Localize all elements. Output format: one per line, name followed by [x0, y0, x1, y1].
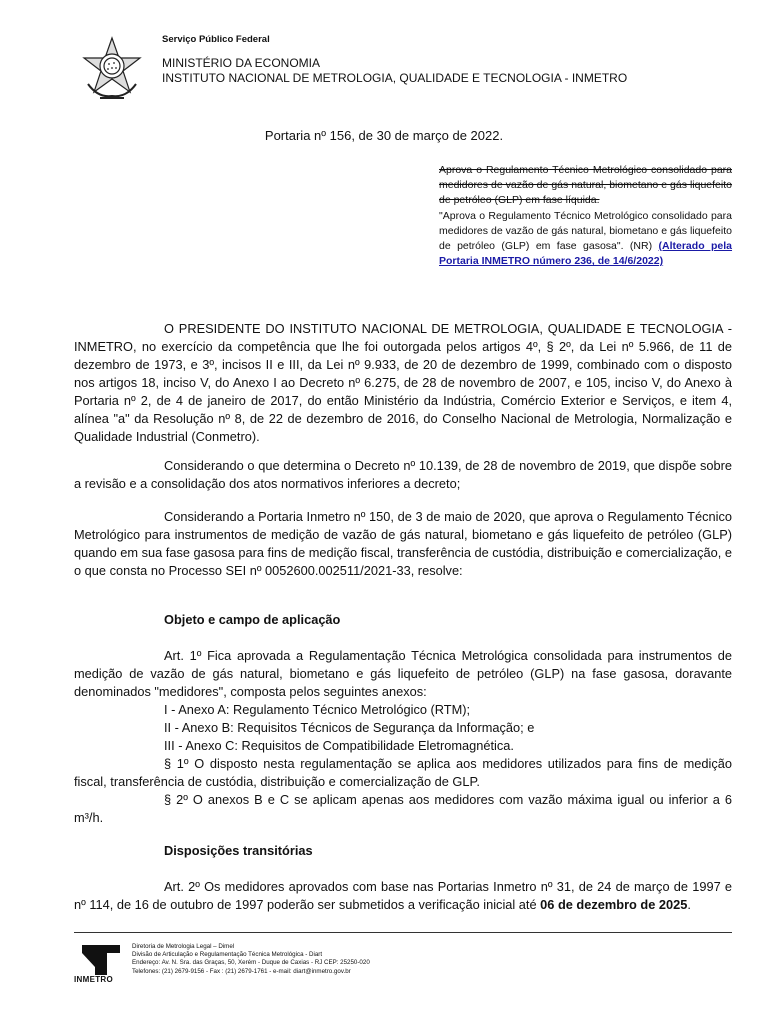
preamble-paragraph: O PRESIDENTE DO INSTITUTO NACIONAL DE METROLOGIA, QUALIDADE E TECNOLOGIA - INMETRO, no exercício da competência que lhe foi outorgada pelos artigos 4º, § 2º, da Lei nº 5.966, de 11 de dezembro de 1973, e 3º, incisos II e III, da Lei nº 9.933, de 20 de dezembro de 1999, combinado com o disposto nos artigos 18, inciso V, do Anexo I ao Decreto nº 6.275, de 28 de novembro de 2007, e 105, inciso V, do Anexo à Portaria nº 2, de 4 de janeiro de 2017, do então Ministério da Indústria, Comércio Exterior e Serviços, e item 4, alínea "a" da Resolução nº 8, de 22 de dezembro de 2016, do Conselho Nacional de Metrologia, Normalização e Qualidade Industrial (Conmetro).	[74, 321, 732, 444]
ministry-name: MINISTÉRIO DA ECONOMIA	[162, 56, 321, 70]
article-2-body: Art. 2º Os medidores aprovados com base nas Portarias Inmetro nº 31, de 24 de março de 1997 e nº 114, de 16 de outubro de 1997 poderão ser submetidos a verificação inicial até	[74, 879, 732, 912]
institute-name: INSTITUTO NACIONAL DE METROLOGIA, QUALIDADE E TECNOLOGIA - INMETRO	[162, 71, 628, 85]
article-2-end: .	[687, 897, 691, 912]
annex-b-item: II - Anexo B: Requisitos Técnicos de Segurança da Informação; e	[164, 720, 535, 735]
footer-divider	[74, 932, 732, 933]
footer-line-1: Diretoria de Metrologia Legal – Dimel	[132, 943, 235, 950]
considering-paragraph-1: Considerando o que determina o Decreto nº 10.139, de 28 de novembro de 2019, que dispõe sobre a revisão e a consolidação dos atos normativos inferiores a decreto;	[74, 458, 732, 491]
ementa-box	[439, 163, 732, 269]
amendment-link[interactable]: (Alterado pela Portaria INMETRO número 236, de 14/6/2022)	[439, 240, 733, 268]
article-2-deadline: 06 de dezembro de 2025	[540, 897, 688, 912]
page-title: Portaria nº 156, de 30 de março de 2022.	[264, 128, 504, 143]
ementa-old-text: Aprova o Regulamento Técnico Metrológico consolidado para medidores de vazão de gás natural, biometano e gás liquefeito de petróleo (GLP) em fase líquida.	[439, 164, 732, 207]
footer-line-2: Divisão de Articulação e Regulamentação Técnica Metrológica - Diart	[132, 951, 323, 959]
article-1-block	[74, 647, 732, 827]
article-1-text: Art. 1º Fica aprovada a Regulamentação Técnica Metrológica consolidada para instrumentos de medição de vazão de gás natural, biometano e gás liquefeito de petróleo (GLP) na fase gasosa, doravante denominados "medidores", composta pelos seguintes anexos:	[74, 648, 732, 699]
footer-contact	[132, 943, 370, 976]
paragraph-1-text: § 1º O disposto nesta regulamentação se aplica aos medidores utilizados para fins de medição fiscal, transferência de custódia, distribuição e comercialização de GLP.	[74, 756, 732, 789]
paragraph-2-text: § 2º O anexos B e C se aplicam apenas aos medidores com vazão máxima igual ou inferior a 6 m³/h.	[74, 792, 732, 825]
service-label: Serviço Público Federal	[162, 34, 270, 45]
inmetro-logo-text: INMETRO	[74, 975, 113, 984]
section-heading-transitional: Disposições transitórias	[164, 843, 313, 858]
footer-line-3: Endereço: Av. N. Sra. das Graças, 50, Xerém - Duque de Caxias - RJ CEP: 25250-020	[132, 959, 370, 967]
footer-line-4: Telefones: (21) 2679-9156 - Fax : (21) 2679-1761 - e-mail: diart@inmetro.gov.br	[132, 967, 351, 975]
section-heading-scope: Objeto e campo de aplicação	[164, 612, 341, 627]
article-2-text	[74, 878, 732, 914]
coat-of-arms-icon	[78, 34, 146, 102]
annex-a-item: I - Anexo A: Regulamento Técnico Metrológico (RTM);	[164, 702, 471, 717]
ministry-block	[162, 56, 627, 86]
annex-c-item: III - Anexo C: Requisitos de Compatibilidade Eletromagnética.	[164, 738, 514, 753]
considering-paragraph-2: Considerando a Portaria Inmetro nº 150, de 3 de maio de 2020, que aprova o Regulamento Técnico Metrológico para instrumentos de medição de vazão de gás natural, biometano e gás liquefeito de petróleo (GLP) quando em sua fase gasosa para fins de medição fiscal, transferência de custódia, distribuição e comercialização, e o que consta no Processo SEI nº 0052600.002511/2021-33, resolve:	[74, 509, 732, 578]
ementa-new-text: "Aprova o Regulamento Técnico Metrológico consolidado para medidores de vazão de gás natural, biometano e gás liquefeito de petróleo (GLP) em fase gasosa". (NR)	[439, 209, 732, 253]
